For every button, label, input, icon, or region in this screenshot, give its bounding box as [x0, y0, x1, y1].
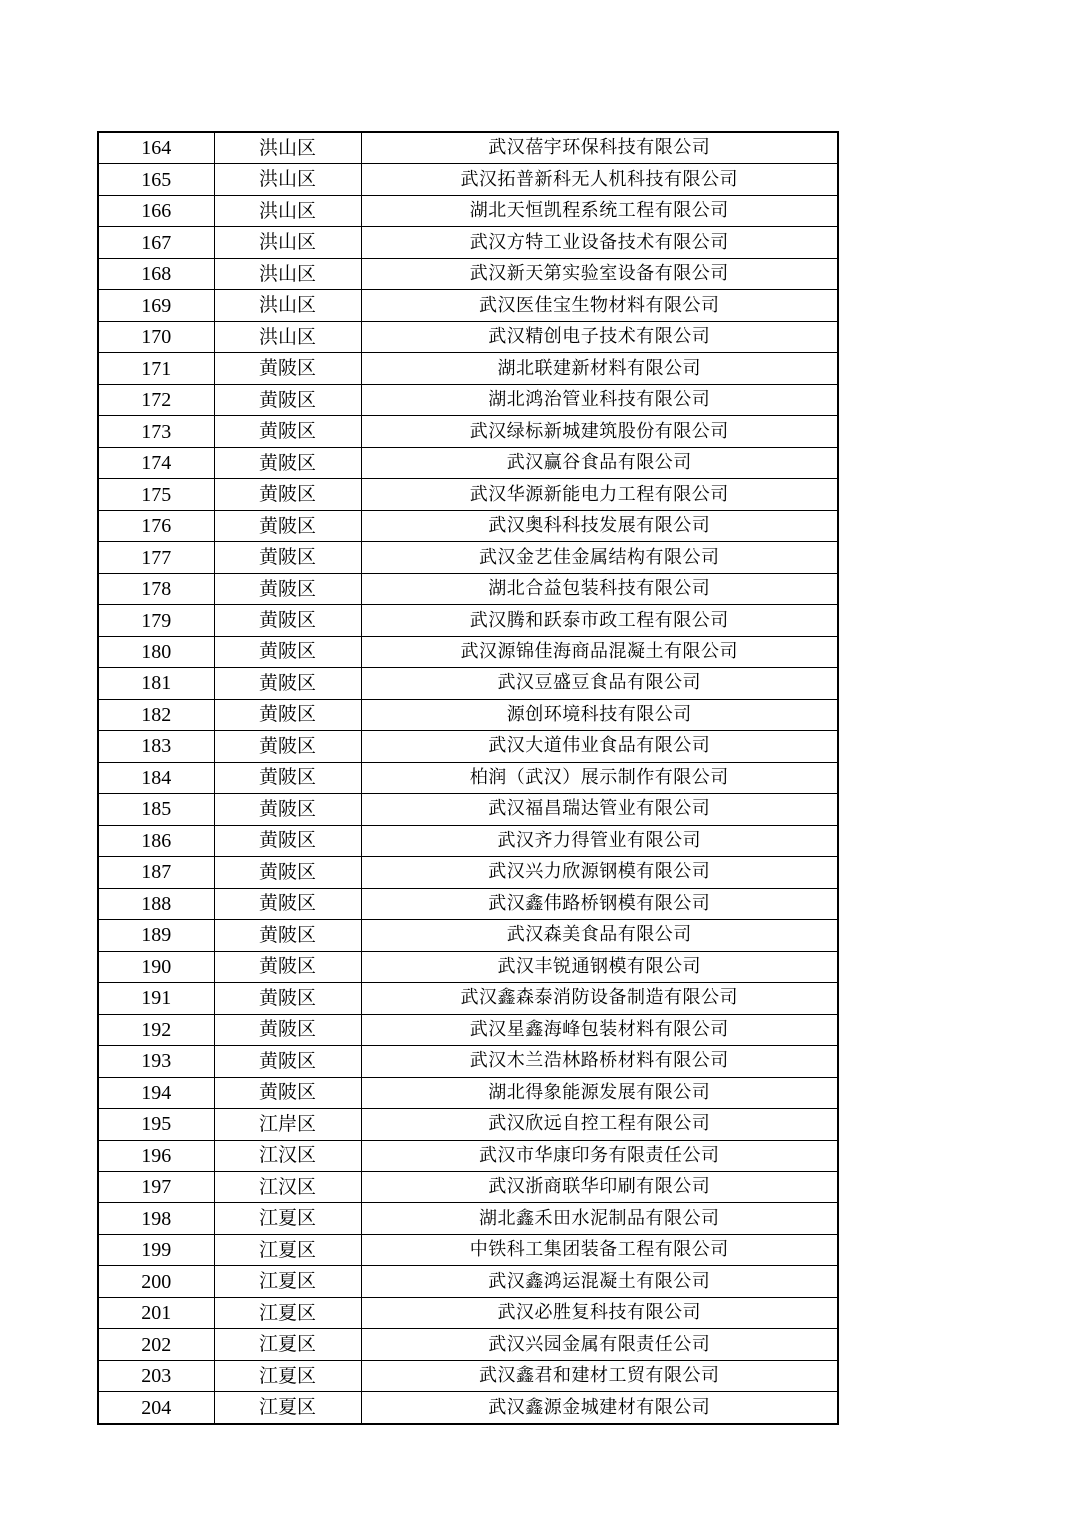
table-row: [98, 195, 838, 226]
row-number-cell: 165: [98, 164, 214, 195]
district-cell: 黄陂区: [214, 447, 361, 478]
company-name-cell: 武汉华源新能电力工程有限公司: [361, 479, 838, 510]
company-name-cell: 武汉豆盛豆食品有限公司: [361, 668, 838, 699]
company-name-cell: 武汉浙商联华印刷有限公司: [361, 1171, 838, 1202]
table-row: [98, 1077, 838, 1108]
table-row: [98, 951, 838, 982]
company-name-cell: 武汉欣远自控工程有限公司: [361, 1109, 838, 1140]
district-cell: 洪山区: [214, 290, 361, 321]
row-number-cell: 198: [98, 1203, 214, 1234]
row-number-cell: 178: [98, 573, 214, 604]
company-name-cell: 武汉星鑫海峰包装材料有限公司: [361, 1014, 838, 1045]
row-number-cell: 181: [98, 668, 214, 699]
company-name-cell: 武汉方特工业设备技术有限公司: [361, 227, 838, 258]
row-number-cell: 173: [98, 416, 214, 447]
company-name-cell: 武汉必胜复科技有限公司: [361, 1297, 838, 1328]
district-cell: 黄陂区: [214, 1077, 361, 1108]
district-cell: 黄陂区: [214, 573, 361, 604]
company-name-cell: 武汉市华康印务有限责任公司: [361, 1140, 838, 1171]
row-number-cell: 166: [98, 195, 214, 226]
table-row: [98, 227, 838, 258]
table-row: [98, 1329, 838, 1360]
company-name-cell: 武汉腾和跃泰市政工程有限公司: [361, 605, 838, 636]
district-cell: 江夏区: [214, 1360, 361, 1391]
row-number-cell: 199: [98, 1234, 214, 1265]
row-number-cell: 177: [98, 542, 214, 573]
table-row: [98, 1266, 838, 1297]
row-number-cell: 180: [98, 636, 214, 667]
table-row: [98, 1046, 838, 1077]
district-cell: 黄陂区: [214, 353, 361, 384]
table-row: [98, 1109, 838, 1140]
table-row: [98, 1171, 838, 1202]
table-row: [98, 1360, 838, 1391]
table-row: [98, 825, 838, 856]
row-number-cell: 191: [98, 983, 214, 1014]
company-name-cell: 武汉大道伟业食品有限公司: [361, 731, 838, 762]
district-cell: 黄陂区: [214, 731, 361, 762]
row-number-cell: 194: [98, 1077, 214, 1108]
company-name-cell: 武汉鑫鸿运混凝土有限公司: [361, 1266, 838, 1297]
district-cell: 黄陂区: [214, 636, 361, 667]
table-row: [98, 479, 838, 510]
row-number-cell: 186: [98, 825, 214, 856]
table-row: [98, 510, 838, 541]
row-number-cell: 168: [98, 258, 214, 289]
table-row: [98, 416, 838, 447]
table-row: [98, 132, 838, 164]
district-cell: 江夏区: [214, 1392, 361, 1424]
district-cell: 江夏区: [214, 1203, 361, 1234]
company-name-cell: 武汉鑫伟路桥钢模有限公司: [361, 888, 838, 919]
table-row: [98, 1234, 838, 1265]
company-name-cell: 武汉木兰浩林路桥材料有限公司: [361, 1046, 838, 1077]
district-cell: 黄陂区: [214, 510, 361, 541]
table-row: [98, 1392, 838, 1424]
table-row: [98, 384, 838, 415]
company-name-cell: 武汉源锦佳海商品混凝土有限公司: [361, 636, 838, 667]
company-name-cell: 武汉鑫源金城建材有限公司: [361, 1392, 838, 1424]
company-list-table: [97, 131, 839, 1425]
company-name-cell: 湖北鑫禾田水泥制品有限公司: [361, 1203, 838, 1234]
company-name-cell: 湖北得象能源发展有限公司: [361, 1077, 838, 1108]
district-cell: 洪山区: [214, 321, 361, 352]
row-number-cell: 189: [98, 920, 214, 951]
table-row: [98, 731, 838, 762]
table-row: [98, 353, 838, 384]
district-cell: 洪山区: [214, 258, 361, 289]
table-row: [98, 636, 838, 667]
company-name-cell: 湖北鸿治管业科技有限公司: [361, 384, 838, 415]
company-name-cell: 武汉兴园金属有限责任公司: [361, 1329, 838, 1360]
row-number-cell: 170: [98, 321, 214, 352]
district-cell: 黄陂区: [214, 605, 361, 636]
row-number-cell: 197: [98, 1171, 214, 1202]
company-name-cell: 湖北合益包装科技有限公司: [361, 573, 838, 604]
row-number-cell: 184: [98, 762, 214, 793]
district-cell: 黄陂区: [214, 794, 361, 825]
row-number-cell: 193: [98, 1046, 214, 1077]
row-number-cell: 202: [98, 1329, 214, 1360]
row-number-cell: 171: [98, 353, 214, 384]
district-cell: 黄陂区: [214, 416, 361, 447]
table-row: [98, 605, 838, 636]
company-name-cell: 武汉金艺佳金属结构有限公司: [361, 542, 838, 573]
district-cell: 黄陂区: [214, 384, 361, 415]
row-number-cell: 174: [98, 447, 214, 478]
table-row: [98, 1014, 838, 1045]
company-name-cell: 武汉丰锐通钢模有限公司: [361, 951, 838, 982]
row-number-cell: 164: [98, 132, 214, 164]
district-cell: 黄陂区: [214, 1046, 361, 1077]
district-cell: 黄陂区: [214, 951, 361, 982]
district-cell: 江岸区: [214, 1109, 361, 1140]
table-row: [98, 1297, 838, 1328]
table-row: [98, 762, 838, 793]
company-name-cell: 湖北联建新材料有限公司: [361, 353, 838, 384]
table-row: [98, 668, 838, 699]
table-row: [98, 447, 838, 478]
table-row: [98, 258, 838, 289]
table-row: [98, 857, 838, 888]
district-cell: 洪山区: [214, 132, 361, 164]
company-name-cell: 武汉新天第实验室设备有限公司: [361, 258, 838, 289]
company-name-cell: 湖北天恒凯程系统工程有限公司: [361, 195, 838, 226]
district-cell: 黄陂区: [214, 888, 361, 919]
company-name-cell: 武汉鑫君和建材工贸有限公司: [361, 1360, 838, 1391]
company-name-cell: 武汉兴力欣源钢模有限公司: [361, 857, 838, 888]
company-name-cell: 源创环境科技有限公司: [361, 699, 838, 730]
table-row: [98, 920, 838, 951]
district-cell: 洪山区: [214, 195, 361, 226]
row-number-cell: 200: [98, 1266, 214, 1297]
row-number-cell: 192: [98, 1014, 214, 1045]
district-cell: 黄陂区: [214, 762, 361, 793]
company-name-cell: 武汉齐力得管业有限公司: [361, 825, 838, 856]
row-number-cell: 188: [98, 888, 214, 919]
table-row: [98, 573, 838, 604]
row-number-cell: 187: [98, 857, 214, 888]
district-cell: 洪山区: [214, 164, 361, 195]
district-cell: 黄陂区: [214, 542, 361, 573]
company-name-cell: 中铁科工集团装备工程有限公司: [361, 1234, 838, 1265]
district-cell: 江汉区: [214, 1171, 361, 1202]
row-number-cell: 182: [98, 699, 214, 730]
row-number-cell: 204: [98, 1392, 214, 1424]
district-cell: 黄陂区: [214, 825, 361, 856]
row-number-cell: 183: [98, 731, 214, 762]
table-row: [98, 794, 838, 825]
row-number-cell: 195: [98, 1109, 214, 1140]
district-cell: 黄陂区: [214, 983, 361, 1014]
row-number-cell: 175: [98, 479, 214, 510]
company-name-cell: 武汉拓普新科无人机科技有限公司: [361, 164, 838, 195]
table-row: [98, 699, 838, 730]
district-cell: 洪山区: [214, 227, 361, 258]
table-row: [98, 1140, 838, 1171]
row-number-cell: 169: [98, 290, 214, 321]
district-cell: 黄陂区: [214, 1014, 361, 1045]
row-number-cell: 196: [98, 1140, 214, 1171]
district-cell: 黄陂区: [214, 668, 361, 699]
row-number-cell: 190: [98, 951, 214, 982]
district-cell: 江夏区: [214, 1266, 361, 1297]
table-row: [98, 321, 838, 352]
district-cell: 黄陂区: [214, 857, 361, 888]
company-name-cell: 武汉医佳宝生物材料有限公司: [361, 290, 838, 321]
company-name-cell: 武汉绿标新城建筑股份有限公司: [361, 416, 838, 447]
row-number-cell: 203: [98, 1360, 214, 1391]
company-name-cell: 武汉鑫森泰消防设备制造有限公司: [361, 983, 838, 1014]
company-name-cell: 武汉福昌瑞达管业有限公司: [361, 794, 838, 825]
row-number-cell: 179: [98, 605, 214, 636]
company-name-cell: 武汉森美食品有限公司: [361, 920, 838, 951]
table-row: [98, 542, 838, 573]
table-row: [98, 983, 838, 1014]
district-cell: 江夏区: [214, 1234, 361, 1265]
company-name-cell: 武汉精创电子技术有限公司: [361, 321, 838, 352]
district-cell: 黄陂区: [214, 920, 361, 951]
table-row: [98, 1203, 838, 1234]
company-name-cell: 柏润（武汉）展示制作有限公司: [361, 762, 838, 793]
row-number-cell: 185: [98, 794, 214, 825]
district-cell: 江夏区: [214, 1297, 361, 1328]
company-name-cell: 武汉奥科科技发展有限公司: [361, 510, 838, 541]
table-row: [98, 888, 838, 919]
row-number-cell: 176: [98, 510, 214, 541]
district-cell: 江汉区: [214, 1140, 361, 1171]
table-row: [98, 290, 838, 321]
company-name-cell: 武汉蓓宇环保科技有限公司: [361, 132, 838, 164]
company-name-cell: 武汉赢谷食品有限公司: [361, 447, 838, 478]
company-list-body: [98, 132, 838, 1424]
district-cell: 黄陂区: [214, 699, 361, 730]
table-row: [98, 164, 838, 195]
row-number-cell: 167: [98, 227, 214, 258]
district-cell: 黄陂区: [214, 479, 361, 510]
row-number-cell: 172: [98, 384, 214, 415]
district-cell: 江夏区: [214, 1329, 361, 1360]
row-number-cell: 201: [98, 1297, 214, 1328]
